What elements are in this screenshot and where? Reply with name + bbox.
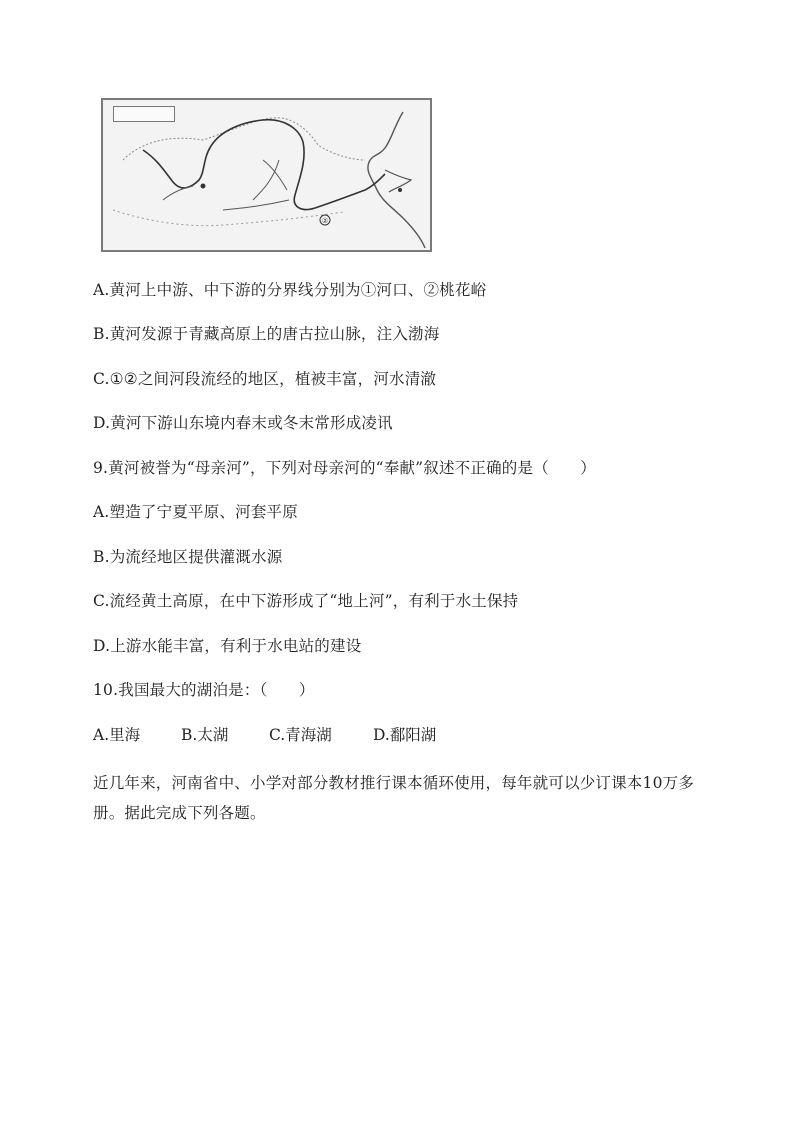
yellow-river-course <box>143 120 385 210</box>
q10-option-c: C.青海湖 <box>269 726 332 744</box>
q9-stem: 9.黄河被誉为“母亲河”，下列对母亲河的“奉献”叙述不正确的是（ ） <box>93 459 596 477</box>
context-paragraph: 近几年来，河南省中、小学对部分教材推行课本循环使用，每年就可以少订课本10万多册。据此完成下列各题。 <box>93 774 695 822</box>
tributary-2 <box>253 160 279 200</box>
q10-option-b: B.太湖 <box>181 726 229 744</box>
q9-option-c: C.流经黄土高原，在中下游形成了“地上河”，有利于水土保持 <box>93 592 519 610</box>
yellow-river-map <box>101 98 432 252</box>
map-legend-box <box>113 106 175 122</box>
tributary-1 <box>163 186 193 200</box>
q10-option-d: D.鄱阳湖 <box>373 726 437 744</box>
q9-option-b: B.为流经地区提供灌溉水源 <box>93 548 283 566</box>
q10-stem: 10.我国最大的湖泊是：（ ） <box>93 681 315 699</box>
southern-boundary <box>113 210 343 226</box>
q10-options-row <box>93 723 436 747</box>
map-marker-3 <box>398 188 402 192</box>
peninsula-coast <box>385 170 411 192</box>
map-marker-2-label: ② <box>321 217 329 225</box>
yellow-river-map-drawing <box>103 100 430 250</box>
q8-option-a: A.黄河上中游、中下游的分界线分别为①河口、②桃花峪 <box>93 281 487 299</box>
map-marker-1 <box>201 184 206 189</box>
q8-option-b: B.黄河发源于青藏高原上的唐古拉山脉，注入渤海 <box>93 325 440 343</box>
q8-option-c: C.①②之间河段流经的地区，植被丰富，河水清澈 <box>93 370 437 388</box>
q9-option-d: D.上游水能丰富，有利于水电站的建设 <box>93 637 362 655</box>
q10-option-a: A.里海 <box>93 726 141 744</box>
tributary-3 <box>223 200 289 210</box>
q8-option-d: D.黄河下游山东境内春末或冬末常形成凌讯 <box>93 414 393 432</box>
coastline <box>368 112 425 248</box>
q9-option-a: A.塑造了宁夏平原、河套平原 <box>93 503 298 521</box>
